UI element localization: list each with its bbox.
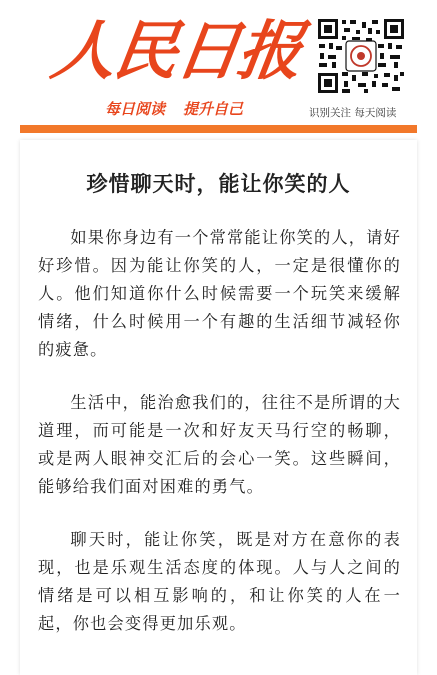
qr-code-icon[interactable] xyxy=(316,17,406,95)
article-body xyxy=(38,224,401,663)
article-paragraph: 生活中，能治愈我们的，往往不是所谓的大道理，而可能是一次和好友天马行空的畅聊，或是两人眼神交汇后的会心一笑。这些瞬间，能够给我们面对困难的勇气。 xyxy=(38,393,401,496)
slogan-left: 每日阅读 xyxy=(105,100,166,118)
brand-logo: 人民日报 xyxy=(46,14,306,89)
masthead xyxy=(0,0,437,124)
article-paragraph: 如果你身边有一个常常能让你笑的人，请好好珍惜。因为能让你笑的人，一定是很懂你的人。他们知道你什么时候需要一个玩笑来缓解情绪，什么时候用一个有趣的生活细节减轻你的疲惫。 xyxy=(38,228,401,359)
slogan-right: 提升自己 xyxy=(183,100,244,118)
article-paragraph: 聊天时，能让你笑，既是对方在意你的表现，也是乐观生活态度的体现。人与人之间的情绪是可以相互影响的，和让你笑的人在一起，你也会变得更加乐观。 xyxy=(38,530,401,633)
article-title: 珍惜聊天时，能让你笑的人 xyxy=(86,172,351,196)
slogan xyxy=(105,98,243,119)
article-card xyxy=(20,140,417,675)
accent-bar xyxy=(20,125,417,133)
qr-caption: 识别关注 每天阅读 xyxy=(309,107,397,119)
